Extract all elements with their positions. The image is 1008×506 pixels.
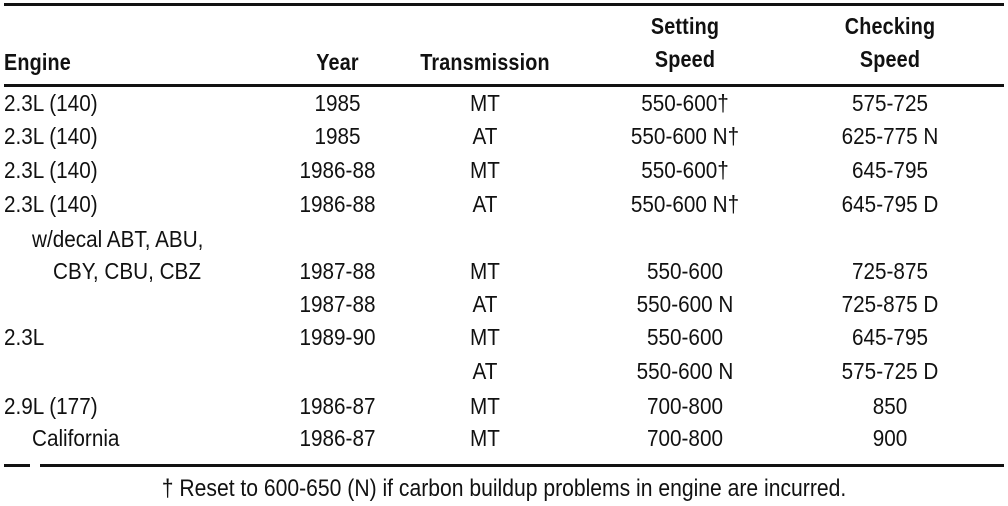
- table-cell-transmission: MT: [470, 90, 500, 116]
- table-cell-engine: CBY, CBU, CBZ: [53, 258, 202, 284]
- table-cell-checking-speed: 725-875 D: [841, 291, 939, 317]
- table-cell-year: 1985: [314, 123, 361, 149]
- table-cell-transmission: MT: [470, 258, 500, 284]
- table-cell-engine: 2.3L (140): [4, 191, 98, 217]
- top-rule: [4, 3, 1004, 6]
- table-cell-engine: 2.3L (140): [4, 123, 98, 149]
- table-cell-checking-speed: 900: [872, 425, 908, 451]
- header-setting-line2: Speed: [654, 46, 716, 72]
- table-cell-engine: 2.3L (140): [4, 90, 98, 116]
- table-cell-engine: 2.3L: [4, 324, 45, 350]
- header-checking-line1: Checking: [844, 13, 936, 39]
- table-cell-checking-speed: 645-795: [852, 157, 928, 183]
- table-cell-transmission: MT: [470, 393, 500, 419]
- table-cell-engine: 2.9L (177): [4, 393, 98, 419]
- table-cell-setting-speed: 550-600: [647, 324, 723, 350]
- header-year: Year: [316, 49, 359, 75]
- table-cell-setting-speed: 550-600 N†: [630, 123, 740, 149]
- table-cell-year: 1986-87: [299, 425, 376, 451]
- table-cell-year: 1986-88: [299, 191, 376, 217]
- table-cell-setting-speed: 700-800: [647, 393, 723, 419]
- table-cell-checking-speed: 575-725 D: [841, 358, 939, 384]
- table-cell-transmission: MT: [470, 324, 500, 350]
- table-cell-checking-speed: 645-795 D: [841, 191, 939, 217]
- table-cell-setting-speed: 550-600: [647, 258, 723, 284]
- table-cell-checking-speed: 725-875: [852, 258, 928, 284]
- table-cell-checking-speed: 850: [872, 393, 908, 419]
- table-cell-year: 1987-88: [299, 291, 376, 317]
- table-cell-year: 1985: [314, 90, 361, 116]
- table-cell-setting-speed: 550-600 N: [636, 358, 734, 384]
- footnote: † Reset to 600-650 (N) if carbon buildup problems in engine are incurred.: [161, 475, 847, 502]
- header-setting-line1: Setting: [650, 13, 720, 39]
- header-rule: [4, 84, 1004, 87]
- table-cell-setting-speed: 550-600†: [641, 157, 729, 183]
- table-cell-engine: w/decal ABT, ABU,: [32, 226, 204, 252]
- bottom-rule-left: [4, 464, 30, 467]
- table-cell-checking-speed: 575-725: [852, 90, 928, 116]
- table-cell-engine: California: [32, 425, 120, 451]
- table-cell-transmission: AT: [472, 291, 498, 317]
- table-cell-year: 1987-88: [299, 258, 376, 284]
- table-cell-setting-speed: 550-600 N: [636, 291, 734, 317]
- table-cell-year: 1986-87: [299, 393, 376, 419]
- header-engine: Engine: [4, 49, 71, 75]
- header-transmission: Transmission: [420, 49, 550, 75]
- table-cell-engine: 2.3L (140): [4, 157, 98, 183]
- table-cell-setting-speed: 550-600 N†: [630, 191, 740, 217]
- table-cell-year: 1989-90: [299, 324, 376, 350]
- table-cell-transmission: MT: [470, 425, 500, 451]
- table-cell-checking-speed: 645-795: [852, 324, 928, 350]
- bottom-rule: [40, 464, 1004, 467]
- table-cell-transmission: MT: [470, 157, 500, 183]
- table-cell-transmission: AT: [472, 123, 498, 149]
- table-cell-transmission: AT: [472, 358, 498, 384]
- table-cell-year: 1986-88: [299, 157, 376, 183]
- table-cell-transmission: AT: [472, 191, 498, 217]
- header-checking-line2: Speed: [859, 46, 921, 72]
- table-cell-setting-speed: 700-800: [647, 425, 723, 451]
- table-cell-setting-speed: 550-600†: [641, 90, 729, 116]
- table-cell-checking-speed: 625-775 N: [841, 123, 939, 149]
